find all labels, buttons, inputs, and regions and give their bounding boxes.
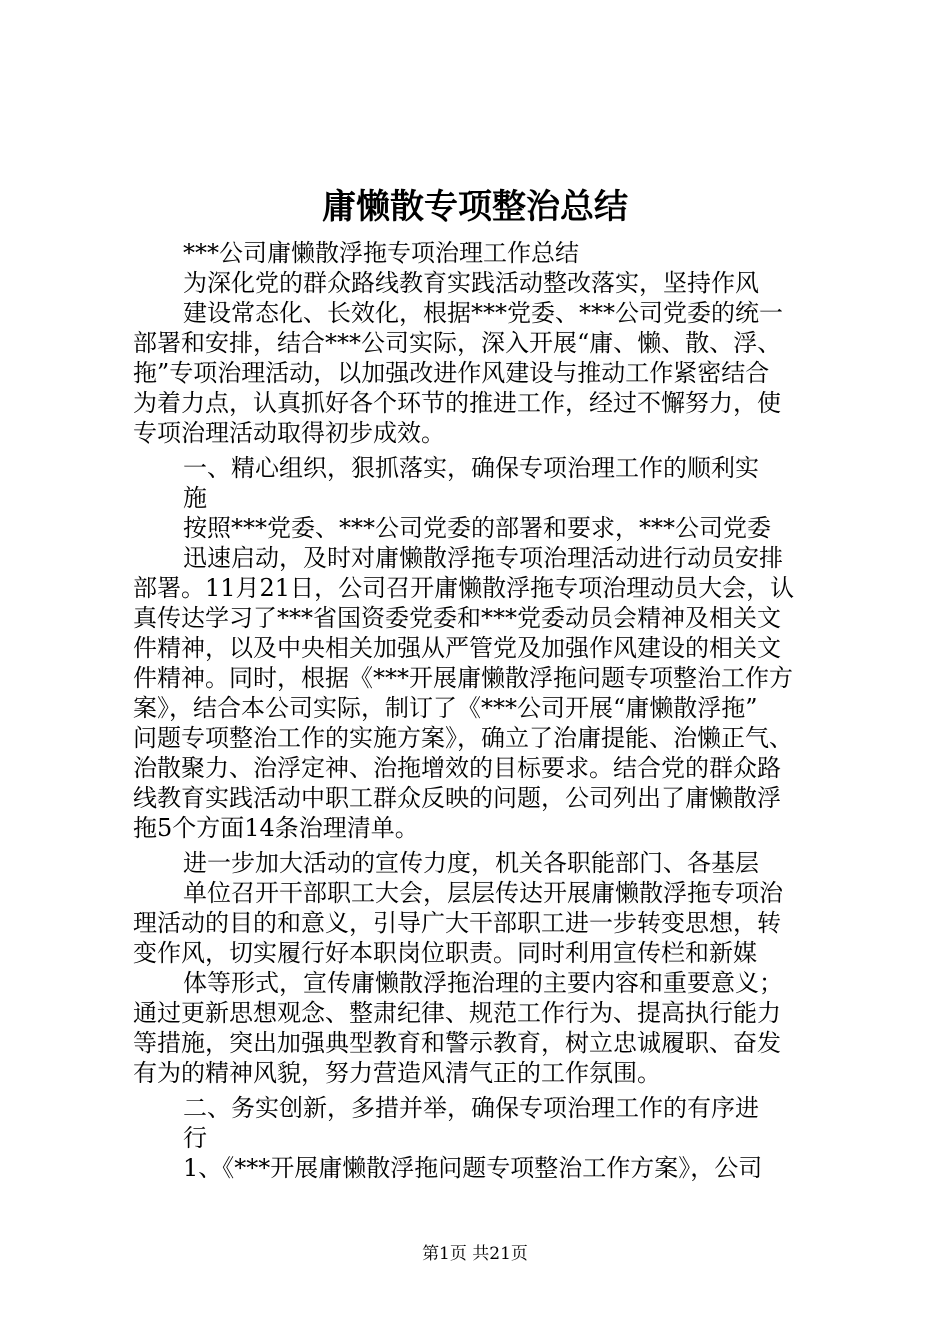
text-line: 案》，结合本公司实际，制订了《***公司开展“庸懒散浮拖” <box>133 694 758 722</box>
section-heading: 施 <box>183 484 207 512</box>
section-heading: 行 <box>183 1124 207 1152</box>
text-line: 治散聚力、治浮定神、治拖增效的目标要求。结合党的群众路 <box>133 754 781 782</box>
text-line: 拖”专项治理活动，以加强改进作风建设与推动工作紧密结合 <box>133 359 770 387</box>
text-line: 专项治理活动取得初步成效。 <box>133 419 445 447</box>
text-line: 变作风，切实履行好本职岗位职责。同时利用宣传栏和新媒 <box>133 939 757 967</box>
text-line: 为深化党的群众路线教育实践活动整改落实，坚持作风 <box>183 269 759 297</box>
section-heading: 一、精心组织，狠抓落实，确保专项治理工作的顺利实 <box>183 454 759 482</box>
text-line: 按照***党委、***公司党委的部署和要求，***公司党委 <box>183 514 771 542</box>
text-line: 等措施，突出加强典型教育和警示教育，树立忠诚履职、奋发 <box>133 1029 781 1057</box>
text-line: 通过更新思想观念、整肃纪律、规范工作行为、提高执行能力 <box>133 999 781 1027</box>
text-line: 部署和安排，结合***公司实际，深入开展“庸、懒、散、浮、 <box>133 329 782 357</box>
text-line: 1、《***开展庸懒散浮拖问题专项整治工作方案》，公司 <box>183 1154 763 1182</box>
text-line: 部署。11月21日，公司召开庸懒散浮拖专项治理动员大会，认 <box>133 574 795 602</box>
text-line: 体等形式，宣传庸懒散浮拖治理的主要内容和重要意义； <box>183 969 783 997</box>
text-line: 有为的精神风貌，努力营造风清气正的工作氛围。 <box>133 1059 661 1087</box>
text-line: 真传达学习了***省国资委党委和***党委动员会精神及相关文 <box>133 604 781 632</box>
text-line: 件精神。同时，根据《***开展庸懒散浮拖问题专项整治工作方 <box>133 664 793 692</box>
page-number-footer: 第1页 共21页 <box>422 1244 528 1264</box>
text-line: 问题专项整治工作的实施方案》，确立了治庸提能、治懒正气、 <box>133 724 793 752</box>
text-line: 建设常态化、长效化，根据***党委、***公司党委的统一 <box>183 299 783 327</box>
document-title: 庸懒散专项整治总结 <box>322 187 628 227</box>
text-line: 迅速启动，及时对庸懒散浮拖专项治理活动进行动员安排 <box>183 544 783 572</box>
text-line: 单位召开干部职工大会，层层传达开展庸懒散浮拖专项治 <box>183 879 783 907</box>
text-line: ***公司庸懒散浮拖专项治理工作总结 <box>183 239 579 267</box>
section-heading: 二、务实创新，多措并举，确保专项治理工作的有序进 <box>183 1094 759 1122</box>
text-line: 进一步加大活动的宣传力度，机关各职能部门、各基层 <box>183 849 759 877</box>
text-line: 件精神，以及中央相关加强从严管党及加强作风建设的相关文 <box>133 634 781 662</box>
text-line: 理活动的目的和意义，引导广大干部职工进一步转变思想，转 <box>133 909 781 937</box>
text-line: 拖5个方面14条治理清单。 <box>133 814 419 842</box>
text-line: 线教育实践活动中职工群众反映的问题，公司列出了庸懒散浮 <box>133 784 781 812</box>
text-line: 为着力点，认真抓好各个环节的推进工作，经过不懈努力，使 <box>133 389 781 417</box>
